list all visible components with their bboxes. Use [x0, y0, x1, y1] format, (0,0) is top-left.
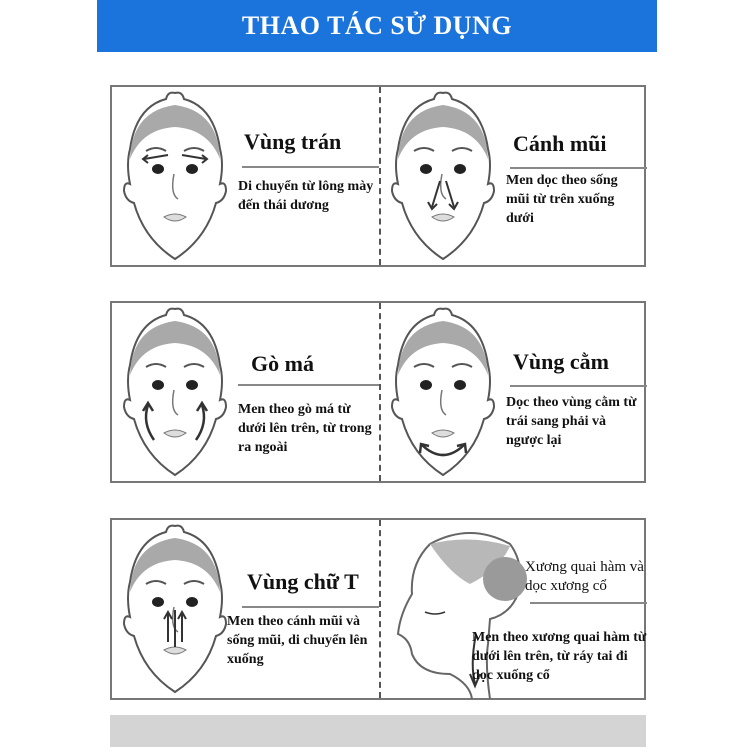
step-forehead — [112, 87, 379, 265]
step-title: Vùng cằm — [513, 349, 609, 374]
instruction-panel-3 — [110, 518, 646, 700]
face-illustration-chin — [384, 305, 502, 481]
step-description: Dọc theo vùng cằm từ trái sang phải và ngược lại — [506, 395, 637, 448]
divider-line — [242, 166, 379, 168]
step-title: Xương quai hàm và dọc xương cổ — [525, 559, 644, 594]
step-description: Men theo cánh mũi và sống mũi, di chuyển lên xuống — [227, 614, 368, 667]
step-jaw-neck — [380, 520, 647, 698]
step-t-zone — [112, 520, 379, 698]
step-description: Men dọc theo sống mũi từ trên xuống dưới — [506, 173, 618, 226]
face-illustration-forehead — [116, 89, 234, 265]
step-title: Gò má — [251, 351, 314, 376]
instruction-panel-2 — [110, 301, 646, 483]
page-header — [97, 0, 657, 52]
divider-line — [238, 384, 379, 386]
face-illustration-t-zone — [116, 522, 234, 698]
step-nose-wing — [380, 87, 647, 265]
divider-line — [530, 602, 647, 604]
step-title: Vùng chữ T — [247, 569, 359, 594]
step-description: Di chuyển từ lông mày đến thái dương — [238, 179, 374, 213]
footer-bar — [110, 715, 646, 747]
divider-line — [510, 385, 647, 387]
step-chin — [380, 303, 647, 481]
page-title: THAO TÁC SỬ DỤNG — [241, 11, 513, 40]
divider-line — [242, 606, 379, 608]
step-description: Men theo xương quai hàm từ dưới lên trên, từ ráy tai đi dọc xuống cổ — [472, 630, 647, 683]
step-cheekbone — [112, 303, 379, 481]
face-illustration-nose — [384, 89, 502, 265]
step-title: Vùng trán — [244, 129, 342, 154]
instruction-panel-1 — [110, 85, 646, 267]
step-title: Cánh mũi — [513, 131, 607, 156]
divider-line — [510, 167, 647, 169]
step-description: Men theo gò má từ dưới lên trên, từ trong ra ngoài — [238, 402, 372, 455]
face-illustration-cheek — [116, 305, 234, 481]
